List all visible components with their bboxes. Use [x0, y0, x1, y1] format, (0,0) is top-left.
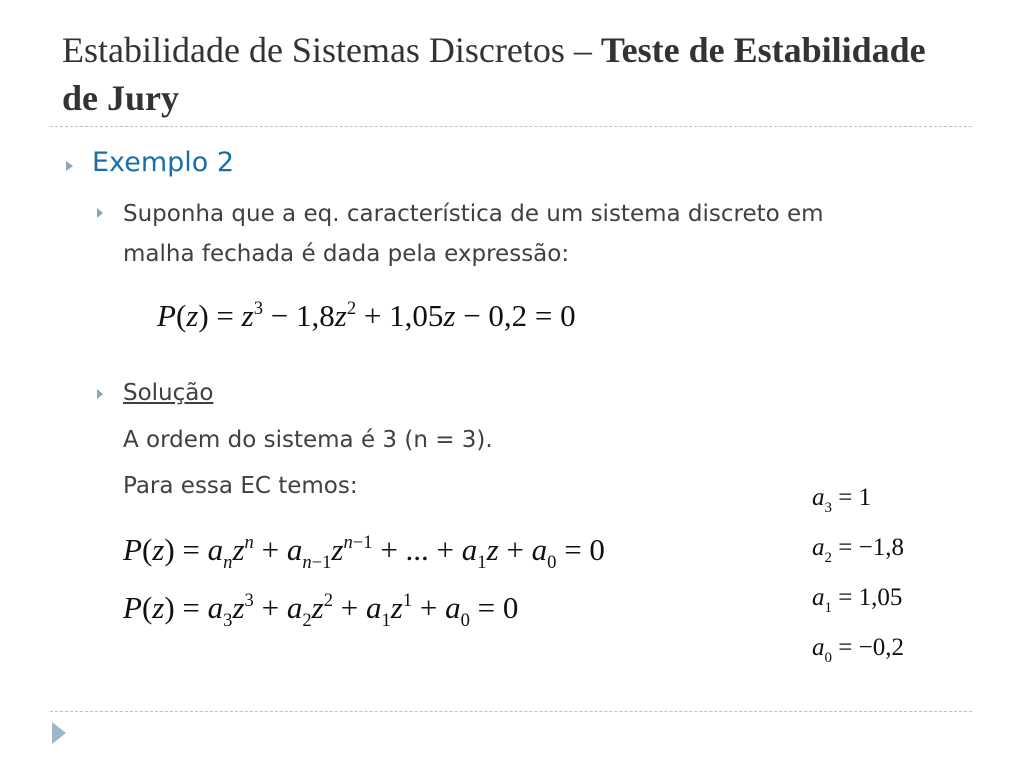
bottom-divider [50, 711, 972, 712]
bullet-example-label: Exemplo 2 [92, 147, 235, 178]
coefficient-a2: $a_2 = -1,8$ [812, 534, 904, 566]
characteristic-equation: $P(z) = z^3 - 1,8z^2 + 1,05z - 0,2 = 0$ [157, 297, 576, 333]
triangle-right-icon [97, 208, 103, 218]
triangle-right-icon [97, 389, 103, 399]
coefficient-a0: $a_0 = -0,2$ [812, 634, 904, 666]
title-bold: Teste de Estabilidade de Jury [62, 30, 926, 118]
specific-polynomial-equation: $P(z) = a_3z^3 + a_2z^2 + a_1z^1 + a_0 = 0$ [123, 589, 519, 632]
coefficient-a1: $a_1 = 1,05$ [812, 584, 903, 616]
triangle-right-icon [66, 161, 73, 171]
play-arrow-icon[interactable] [52, 722, 66, 744]
general-polynomial-equation: $P(z) = a_nz^n + a_{n-1}z^{n-1}$ + ... + $a_1z + a_0 = 0$ [123, 531, 605, 574]
coefficient-a3: $a_3 = 1$ [812, 484, 872, 516]
solution-line-order: A ordem do sistema é 3 (n = 3). [123, 427, 493, 453]
top-divider [50, 126, 972, 127]
bullet-suppose-line2: malha fechada é dada pela expressão: [123, 241, 570, 267]
title-regular: Estabilidade de Sistemas Discretos – [62, 30, 601, 70]
solution-heading: Solução [123, 380, 214, 406]
bullet-suppose-line1: Suponha que a eq. característica de um sistema discreto em [123, 201, 824, 227]
slide-title [62, 26, 962, 122]
solution-line-ec: Para essa EC temos: [123, 473, 358, 499]
